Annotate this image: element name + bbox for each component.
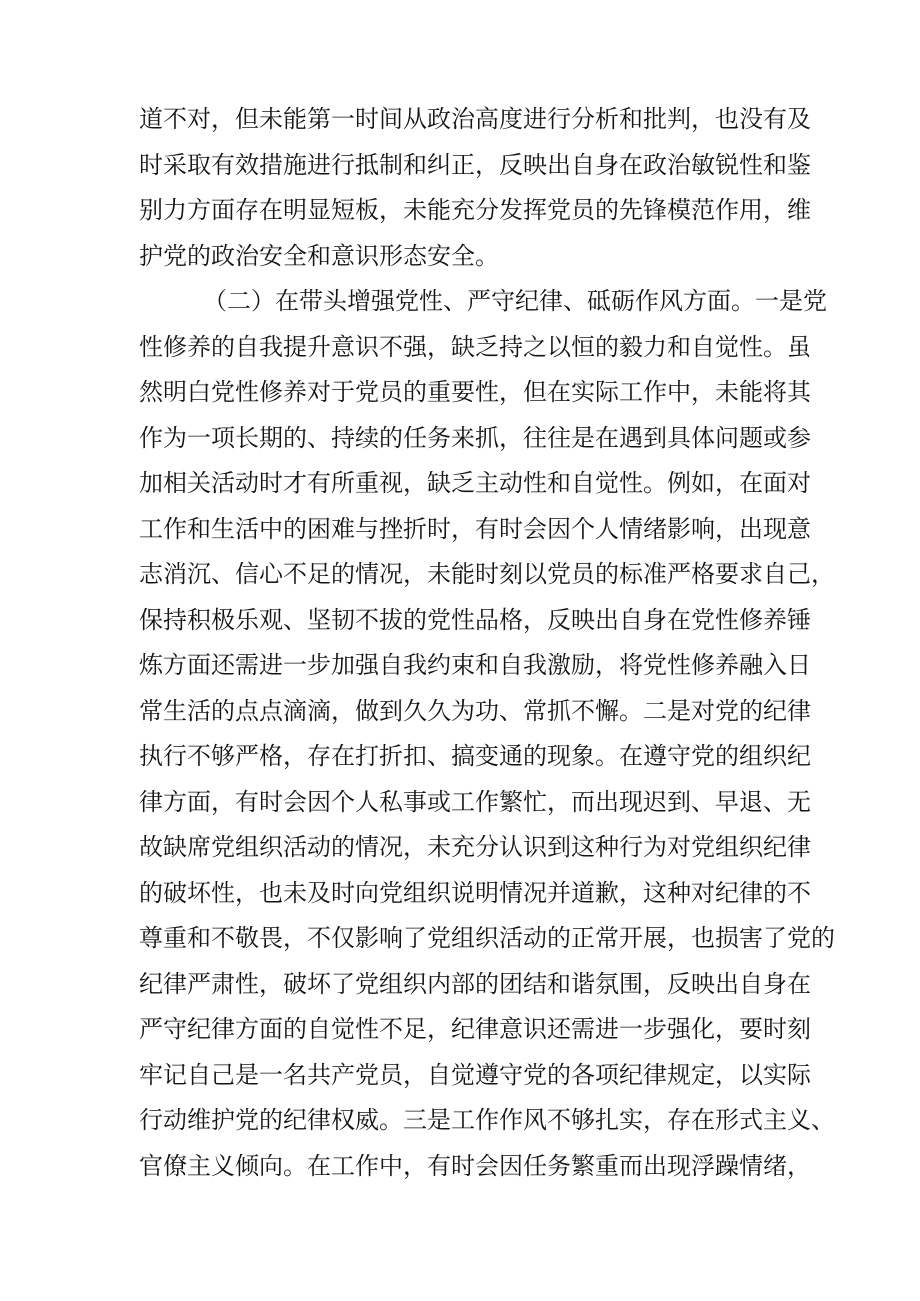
- text-line: 严守纪律方面的自觉性不足，纪律意识还需进一步强化，要时刻: [139, 1015, 811, 1043]
- text-line: 工作和生活中的困难与挫折时，有时会因个人情绪影响，出现意: [139, 514, 811, 543]
- text-line: 保持积极乐观、坚韧不拔的党性品格，反映出自身在党性修养锤: [139, 605, 811, 634]
- text-line: 故缺席党组织活动的情况，未充分认识到这种行为对党组织纪律: [139, 833, 811, 861]
- text-line: 别力方面存在明显短板，未能充分发挥党员的先锋模范作用，维: [139, 196, 811, 224]
- text-line: 律方面，有时会因个人私事或工作繁忙，而出现迟到、早退、无: [139, 787, 811, 816]
- text-line: 志消沉、信心不足的情况，未能时刻以党员的标准严格要求自己，: [139, 560, 835, 588]
- text-line: 护党的政治安全和意识形态安全。: [139, 241, 499, 270]
- text-line: 加相关活动时才有所重视，缺乏主动性和自觉性。例如，在面对: [139, 469, 811, 497]
- section-heading-line: （二）在带头增强党性、严守纪律、砥砺作风方面。一是党: [203, 287, 827, 315]
- text-line: 道不对，但未能第一时间从政治高度进行分析和批判，也没有及: [139, 105, 811, 133]
- text-line: 炼方面还需进一步加强自我约束和自我激励，将党性修养融入日: [139, 651, 811, 679]
- text-line: 性修养的自我提升意识不强，缺乏持之以恒的毅力和自觉性。虽: [139, 332, 811, 361]
- text-line: 官僚主义倾向。在工作中，有时会因任务繁重而出现浮躁情绪，: [139, 1151, 811, 1180]
- text-line: 尊重和不敬畏，不仅影响了党组织活动的正常开展，也损害了党的: [139, 924, 835, 952]
- text-line: 纪律严肃性，破坏了党组织内部的团结和谐氛围，反映出自身在: [139, 969, 811, 998]
- text-line: 的破坏性，也未及时向党组织说明情况并道歉，这种对纪律的不: [139, 878, 811, 907]
- text-line: 执行不够严格，存在打折扣、搞变通的现象。在遵守党的组织纪: [139, 742, 811, 770]
- text-line: 牢记自己是一名共产党员，自觉遵守党的各项纪律规定，以实际: [139, 1060, 811, 1089]
- text-line: 时采取有效措施进行抵制和纠正，反映出自身在政治敏锐性和鉴: [139, 150, 811, 179]
- text-line: 行动维护党的纪律权威。三是工作作风不够扎实，存在形式主义、: [139, 1106, 835, 1134]
- text-line: 然明白党性修养对于党员的重要性，但在实际工作中，未能将其: [139, 378, 811, 406]
- text-line: 常生活的点点滴滴，做到久久为功、常抓不懈。二是对党的纪律: [139, 696, 811, 725]
- body-text: [139, 97, 835, 1189]
- text-line: 作为一项长期的、持续的任务来抓，往往是在遇到具体问题或参: [139, 423, 811, 452]
